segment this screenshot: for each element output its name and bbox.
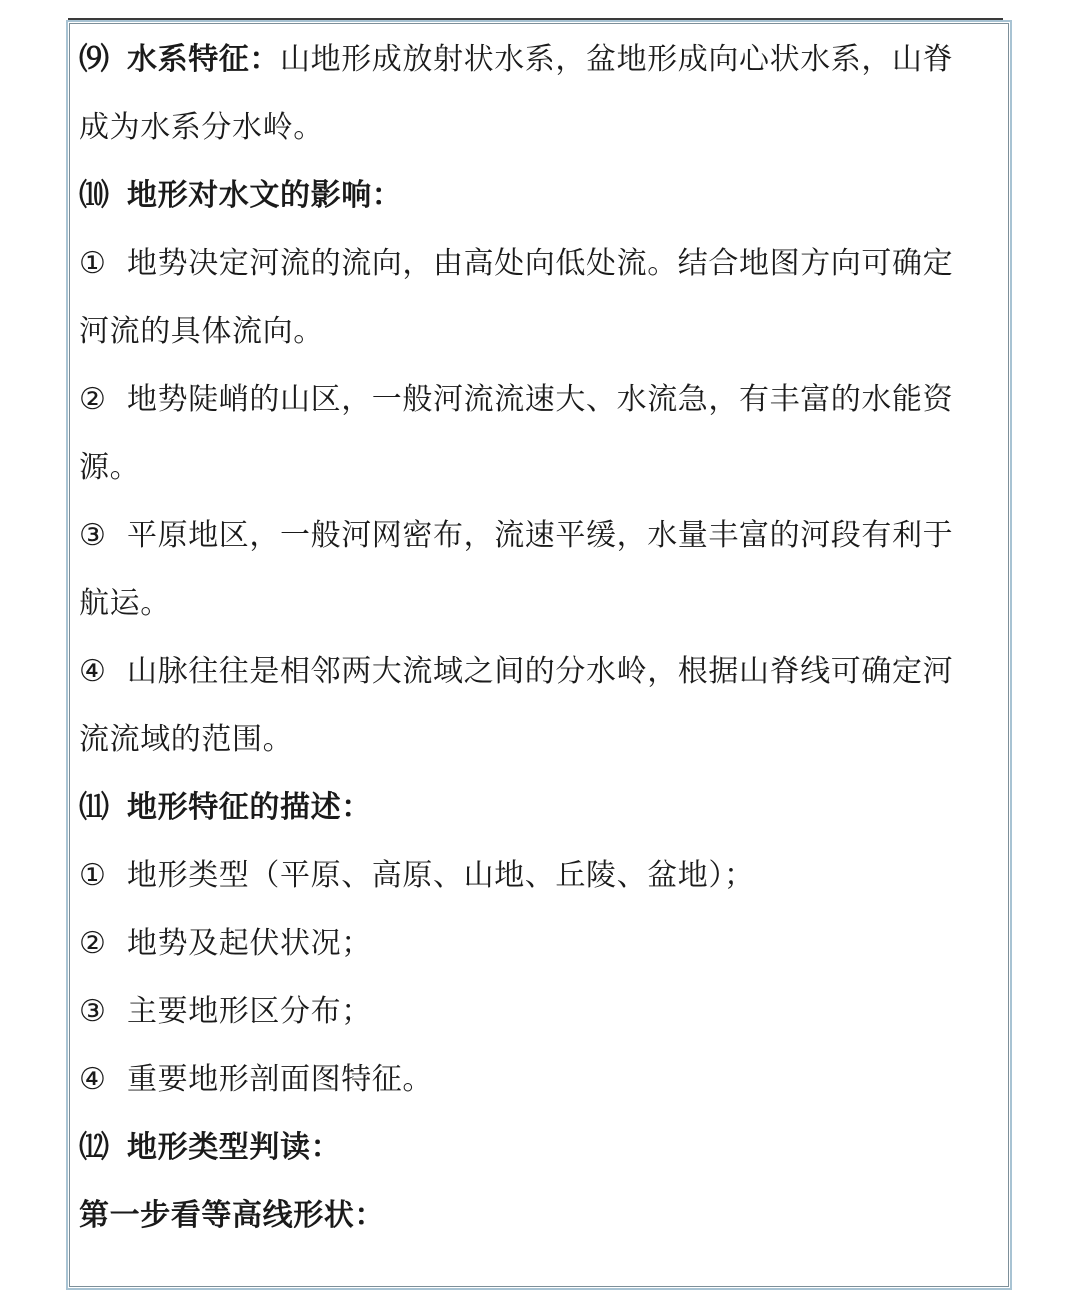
item-marker: ⑾ [79, 790, 110, 825]
body-text: 主要地形区分布； [127, 994, 372, 1029]
section-heading: 地形对水文的影响： [127, 178, 403, 213]
body-text: 重要地形剖面图特征。 [127, 1062, 433, 1097]
line-water-system [79, 26, 1003, 94]
list-item [79, 230, 1003, 298]
body-text: 地形类型（平原、高原、山地、丘陵、盆地）； [127, 858, 755, 893]
section-heading: 地形特征的描述： [127, 790, 372, 825]
section-heading: 水系特征： [127, 42, 280, 77]
item-marker: ③ [79, 994, 107, 1029]
body-text: 流流域的范围。 [79, 722, 294, 757]
line-terrain-type-heading [79, 1114, 1003, 1182]
item-marker: ① [79, 246, 107, 281]
item-marker: ① [79, 858, 107, 893]
list-item [79, 978, 1003, 1046]
item-marker: ④ [79, 654, 107, 689]
line-terrain-description-heading [79, 774, 1003, 842]
list-item-cont [79, 298, 1003, 366]
item-marker: ② [79, 382, 107, 417]
body-text: 地势决定河流的流向，由高处向低处流。结合地图方向可确定 [127, 246, 954, 281]
item-marker: ⑼ [79, 42, 110, 77]
list-item-cont [79, 570, 1003, 638]
list-item [79, 502, 1003, 570]
body-text: 山地形成放射状水系，盆地形成向心状水系，山脊 [280, 42, 954, 77]
section-heading: 地形类型判读： [127, 1130, 342, 1165]
body-text: 平原地区，一般河网密布，流速平缓，水量丰富的河段有利于 [127, 518, 954, 553]
line-water-system-cont [79, 94, 1003, 162]
item-marker: ③ [79, 518, 107, 553]
list-item [79, 638, 1003, 706]
list-item [79, 842, 1003, 910]
body-text: 航运。 [79, 586, 171, 621]
item-marker: ⑽ [79, 178, 110, 213]
section-heading: 第一步看等高线形状： [79, 1198, 385, 1233]
item-marker: ② [79, 926, 107, 961]
list-item [79, 1046, 1003, 1114]
line-step-one [79, 1182, 1003, 1250]
body-text: 山脉往往是相邻两大流域之间的分水岭，根据山脊线可确定河 [127, 654, 954, 689]
body-text: 河流的具体流向。 [79, 314, 324, 349]
list-item-cont [79, 706, 1003, 774]
body-text: 源。 [79, 450, 141, 485]
document-body [79, 26, 1003, 1250]
body-text: 地势及起伏状况； [127, 926, 372, 961]
list-item [79, 910, 1003, 978]
item-marker: ④ [79, 1062, 107, 1097]
line-terrain-hydrology-heading [79, 162, 1003, 230]
body-text: 地势陡峭的山区，一般河流流速大、水流急，有丰富的水能资 [127, 382, 954, 417]
body-text: 成为水系分水岭。 [79, 110, 324, 145]
list-item-cont [79, 434, 1003, 502]
list-item [79, 366, 1003, 434]
item-marker: ⑿ [79, 1130, 110, 1165]
